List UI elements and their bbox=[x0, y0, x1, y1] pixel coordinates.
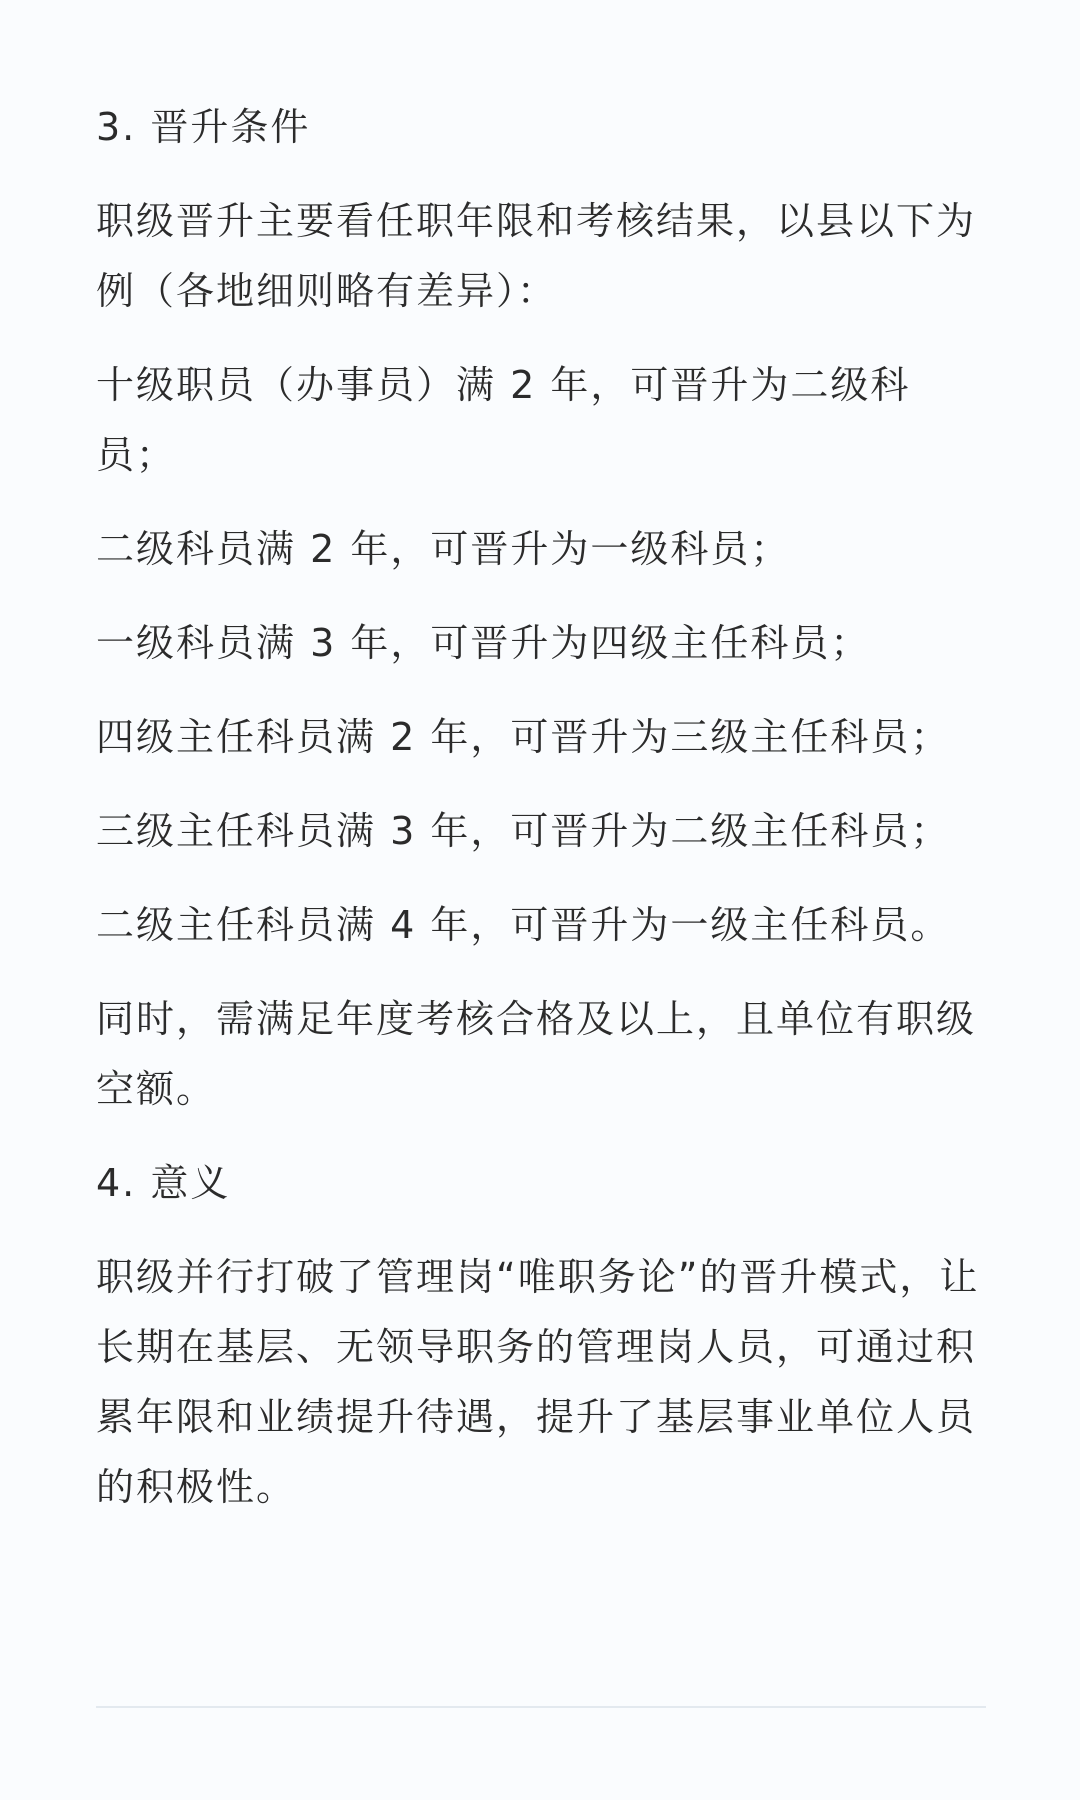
article-content bbox=[96, 92, 986, 1546]
section-4-title: 4. 意义 bbox=[96, 1161, 231, 1205]
divider bbox=[96, 1706, 986, 1708]
promotion-rule-1: 十级职员（办事员）满 2 年，可晋升为二级科员； bbox=[96, 363, 911, 477]
section-3-intro: 职级晋升主要看任职年限和考核结果，以县以下为例（各地细则略有差异）： bbox=[96, 199, 977, 313]
promotion-rule-3: 一级科员满 3 年，可晋升为四级主任科员； bbox=[96, 621, 871, 665]
section-4-body: 职级并行打破了管理岗“唯职务论”的晋升模式，让长期在基层、无领导职务的管理岗人员，可通过积累年限和业绩提升待遇，提升了基层事业单位人员的积极性。 bbox=[96, 1255, 980, 1509]
promotion-rule-5: 三级主任科员满 3 年，可晋升为二级主任科员； bbox=[96, 809, 951, 853]
promotion-rule-6: 二级主任科员满 4 年，可晋升为一级主任科员。 bbox=[96, 903, 951, 947]
promotion-rule-2: 二级科员满 2 年，可晋升为一级科员； bbox=[96, 527, 791, 571]
promotion-rule-4: 四级主任科员满 2 年，可晋升为三级主任科员； bbox=[96, 715, 951, 759]
section-3-note: 同时，需满足年度考核合格及以上，且单位有职级空额。 bbox=[96, 997, 977, 1111]
section-3-title: 3. 晋升条件 bbox=[96, 105, 311, 149]
